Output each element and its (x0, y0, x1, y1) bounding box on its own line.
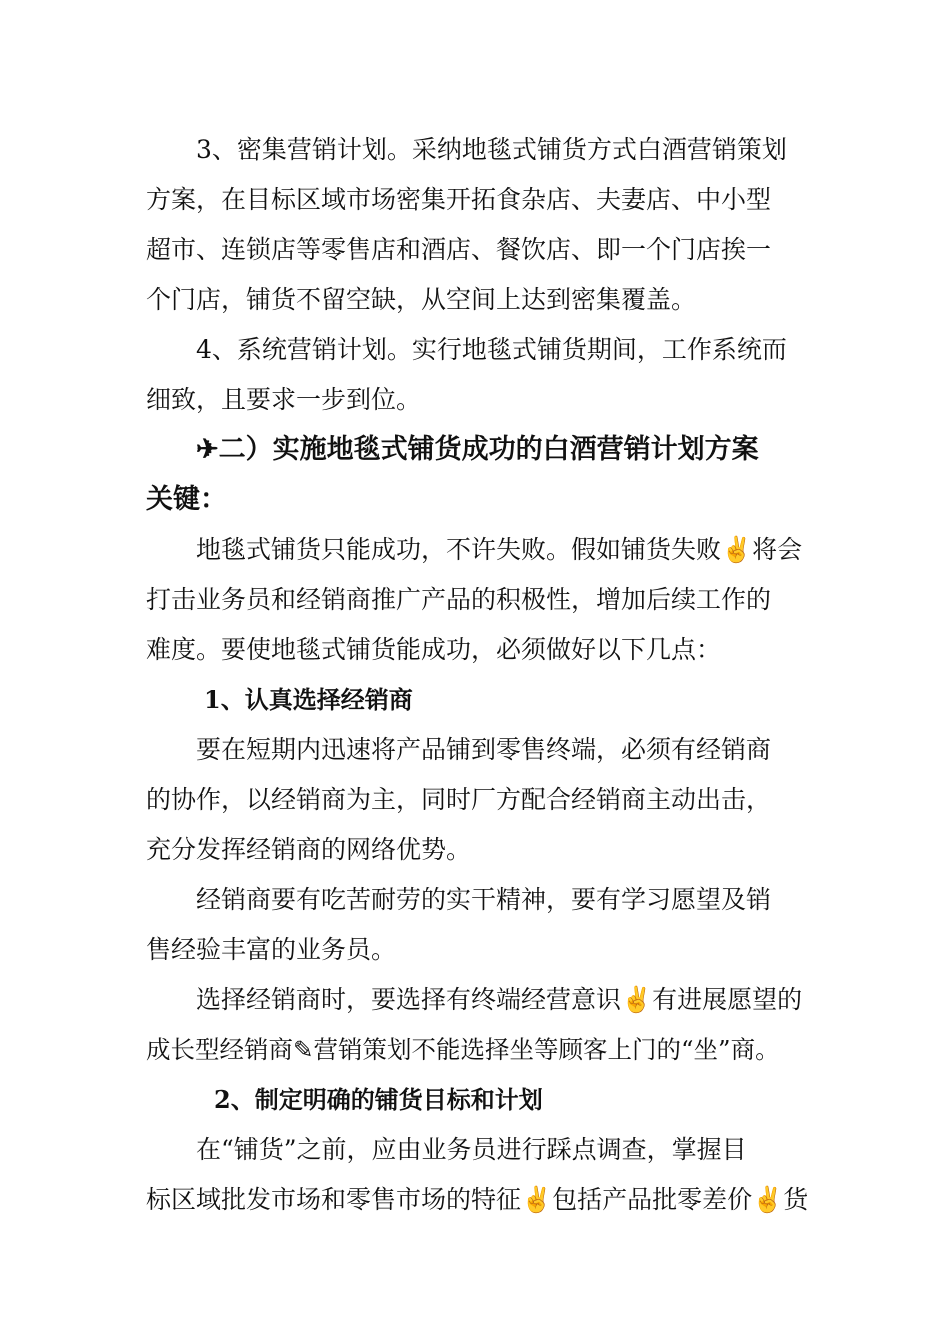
paragraph-line: 在“铺货”之前，应由业务员进行踩点调查，掌握目 (196, 1135, 747, 1164)
paragraph-line: 的协作，以经销商为主，同时厂方配合经销商主动出击， (146, 785, 772, 814)
paragraph-line: 成长型经销商✎营销策划不能选择坐等顾客上门的“坐”商。 (146, 1035, 780, 1064)
paragraph-line: 经销商要有吃苦耐劳的实干精神，要有学习愿望及销 (196, 885, 772, 914)
paragraph-line: 要在短期内迅速将产品铺到零售终端，必须有经销商 (196, 735, 772, 764)
paragraph-line: 标区域批发市场和零售市场的特征✌包括产品批零差价✌货 (146, 1185, 809, 1214)
paragraph-line: 地毯式铺货只能成功，不许失败。假如铺货失败✌将会 (196, 535, 803, 564)
subsection-heading: 1、认真选择经销商 (204, 685, 413, 714)
paragraph-line: 打击业务员和经销商推广产品的积极性，增加后续工作的 (146, 585, 772, 614)
paragraph-line: 3、密集营销计划。采纳地毯式铺货方式白酒营销策划 (196, 135, 787, 164)
paragraph-line: 难度。要使地毯式铺货能成功，必须做好以下几点： (146, 635, 722, 664)
paragraph-line: 售经验丰富的业务员。 (146, 935, 397, 964)
section-heading: 关键： (146, 484, 227, 515)
subsection-heading: 2、制定明确的铺货目标和计划 (214, 1085, 543, 1114)
paragraph-line: 方案，在目标区域市场密集开拓食杂店、夫妻店、中小型 (146, 185, 772, 214)
paragraph-line: 超市、连锁店等零售店和酒店、餐饮店、即一个门店挨一 (146, 235, 772, 264)
paragraph-line: 个门店，铺货不留空缺，从空间上达到密集覆盖。 (146, 285, 697, 314)
section-heading: ✈二）实施地毯式铺货成功的白酒营销计划方案 (196, 434, 759, 465)
paragraph-line: 充分发挥经销商的网络优势。 (146, 835, 472, 864)
paragraph-line: 细致，且要求一步到位。 (146, 385, 422, 414)
paragraph-line: 选择经销商时，要选择有终端经营意识✌有进展愿望的 (196, 985, 803, 1014)
paragraph-line: 4、系统营销计划。实行地毯式铺货期间，工作系统而 (196, 335, 787, 364)
